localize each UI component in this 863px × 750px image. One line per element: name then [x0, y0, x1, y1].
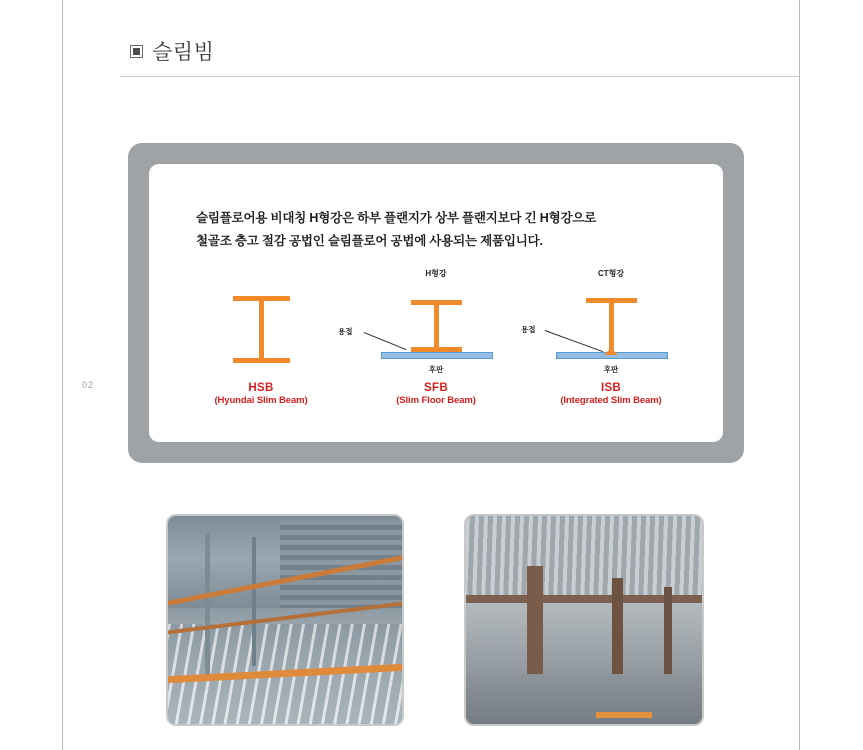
hsb-web — [259, 300, 264, 362]
isb-plate-label: 후판 — [603, 365, 619, 374]
figure-isb-subtitle: (Integrated Slim Beam) — [560, 395, 662, 406]
sfb-web — [434, 304, 439, 351]
figure-sfb — [338, 269, 526, 432]
figure-isb — [521, 269, 701, 432]
description-line-1: 슬림플로어용 비대칭 H형강은 하부 플랜지가 상부 플랜지보다 긴 H형강으로 — [196, 211, 597, 225]
sfb-plate-label: 후판 — [428, 365, 444, 374]
figure-isb-drawing — [521, 280, 701, 372]
sfb-plate — [381, 352, 493, 359]
photo-steel-column-a — [527, 566, 543, 691]
figure-sfb-subtitle: (Slim Floor Beam) — [396, 395, 476, 406]
filled-square-icon — [130, 45, 143, 58]
figure-isb-caption — [521, 382, 701, 406]
figure-hsb-name: HSB — [248, 382, 274, 394]
page-number: 02 — [82, 380, 95, 390]
figure-hsb-caption — [171, 382, 351, 406]
header-title-row — [120, 36, 800, 66]
hsb-bottom-flange — [233, 358, 290, 363]
photo-column-1 — [205, 533, 210, 679]
construction-photo-steel-frame-interior — [464, 514, 704, 726]
sfb-weld-label: 용접 — [338, 327, 353, 336]
figure-hsb — [171, 272, 351, 432]
photo-column-2 — [252, 537, 256, 666]
diagram-panel — [128, 143, 744, 463]
figure-hsb-subtitle: (Hyundai Slim Beam) — [214, 395, 308, 406]
isb-web — [609, 302, 614, 352]
figure-sfb-top-label: H형강 — [425, 269, 447, 278]
construction-photo-slim-floor-deck — [166, 514, 404, 726]
sfb-weld-leader-line — [364, 332, 407, 350]
figure-isb-name: ISB — [600, 382, 622, 394]
panel-description — [196, 207, 696, 253]
description-line-2: 철골조 층고 절감 공법인 슬림플로어 공법에 사용되는 제품입니다. — [196, 234, 543, 249]
diagram-panel-inner — [149, 164, 723, 442]
figure-sfb-name: SFB — [424, 382, 448, 394]
figure-sfb-drawing — [338, 280, 526, 374]
figure-sfb-caption — [346, 382, 526, 406]
photo-steel-column-c — [664, 587, 672, 683]
figure-hsb-drawing — [171, 280, 351, 372]
header-divider — [120, 76, 800, 77]
photo-floor-region — [466, 674, 702, 724]
photo-steel-column-b — [612, 578, 623, 686]
page-title: 슬림빔 — [152, 41, 215, 64]
page-header — [120, 36, 800, 80]
photo-orange-beam — [596, 712, 653, 718]
isb-weld-leader-line — [545, 330, 604, 352]
figure-group — [149, 269, 723, 432]
figure-isb-top-label: CT형강 — [597, 269, 625, 278]
isb-weld-label: 용접 — [521, 325, 536, 334]
